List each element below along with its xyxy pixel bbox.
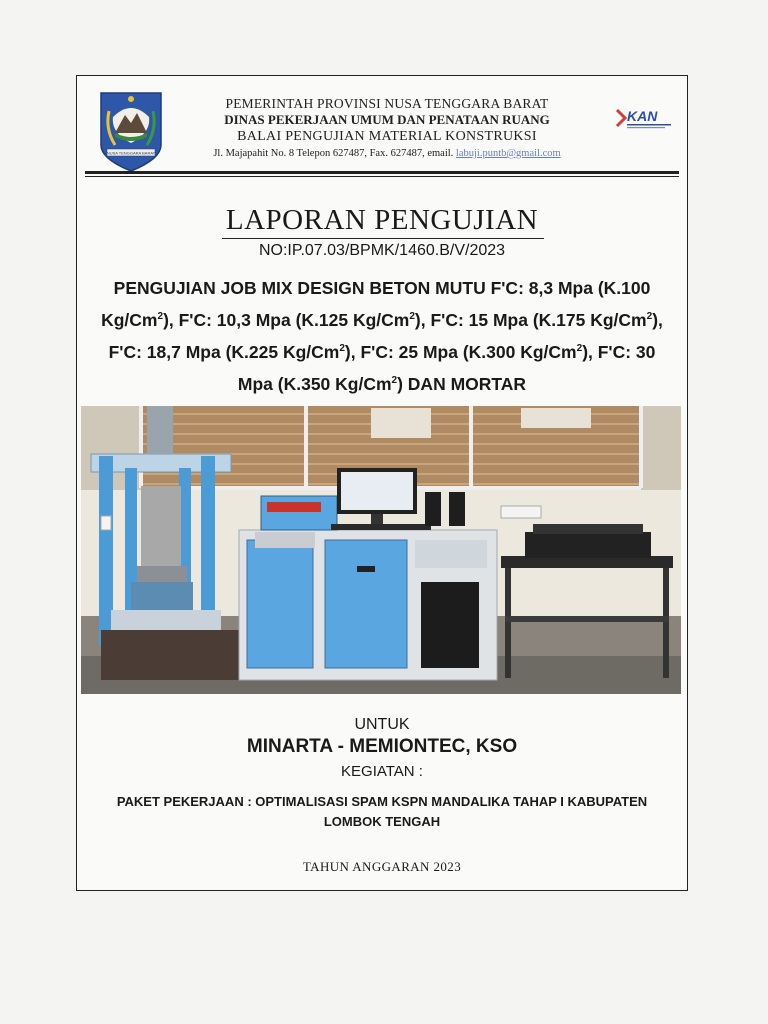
letterhead-rule-thick	[85, 171, 679, 174]
emblem-motto: NUSA TENGGARA BARAT	[106, 150, 156, 156]
letterhead-rule-thin	[85, 176, 679, 177]
superscript-2: 2	[576, 343, 583, 355]
superscript-2: 2	[646, 311, 653, 323]
email-link[interactable]: labuji.puntb@gmail.com	[455, 148, 561, 159]
letterhead-government: PEMERINTAH PROVINSI NUSA TENGGARA BARAT	[225, 96, 549, 111]
subject-part-6: ), F'C: 30 Mpa (K.350 Kg/Cm	[237, 342, 656, 394]
subject-part-2: ), F'C: 10,3 Mpa (K.125 Kg/Cm	[163, 310, 410, 330]
client-name: MINARTA - MEMIONTEC, KSO	[246, 736, 518, 757]
address-text: Jl. Majapahit No. 8 Telepon 627487, Fax. 627487, email.	[213, 148, 454, 159]
title-underline	[222, 238, 544, 239]
budget-year: TAHUN ANGGARAN 2023	[302, 859, 462, 874]
letterhead-text	[177, 96, 597, 161]
letterhead	[77, 76, 687, 176]
letterhead-department: DINAS PEKERJAAN UMUM DAN PENATAAN RUANG	[224, 112, 550, 127]
for-label: UNTUK	[354, 716, 410, 733]
superscript-2: 2	[391, 375, 398, 387]
report-title: LAPORAN PENGUJIAN	[225, 204, 539, 236]
superscript-2: 2	[409, 311, 415, 323]
superscript-2: 2	[157, 311, 164, 323]
work-package: PAKET PEKERJAAN : OPTIMALISASI SPAM KSPN MANDALIKA TAHAP I KABUPATEN LOMBOK TENGAH	[116, 794, 648, 829]
report-cover	[76, 75, 688, 891]
lab-equipment-photo	[81, 406, 681, 694]
province-emblem-icon	[97, 89, 165, 173]
report-number: NO:IP.07.03/BPMK/1460.B/V/2023	[258, 242, 506, 259]
superscript-2: 2	[339, 343, 345, 355]
subject-part-3: ), F'C: 15 Mpa (K.175 Kg/Cm	[414, 310, 647, 330]
kan-logo-text: KAN	[627, 108, 658, 124]
letterhead-address	[177, 146, 597, 161]
subject-part-4: ), F'C: 18,7 Mpa (K.225 Kg/Cm	[108, 310, 663, 362]
test-subject	[91, 272, 673, 400]
subject-part-1: PENGUJIAN JOB MIX DESIGN BETON MUTU F'C: 8,3 Mpa (K.100 Kg/Cm	[101, 278, 651, 330]
letterhead-office: BALAI PENGUJIAN MATERIAL KONSTRUKSI	[237, 129, 537, 144]
subject-part-5: ), F'C: 25 Mpa (K.300 Kg/Cm	[344, 342, 577, 362]
subject-part-7: ) DAN MORTAR	[397, 374, 527, 394]
kan-accreditation-logo	[615, 104, 675, 134]
activity-label: KEGIATAN :	[341, 763, 423, 780]
